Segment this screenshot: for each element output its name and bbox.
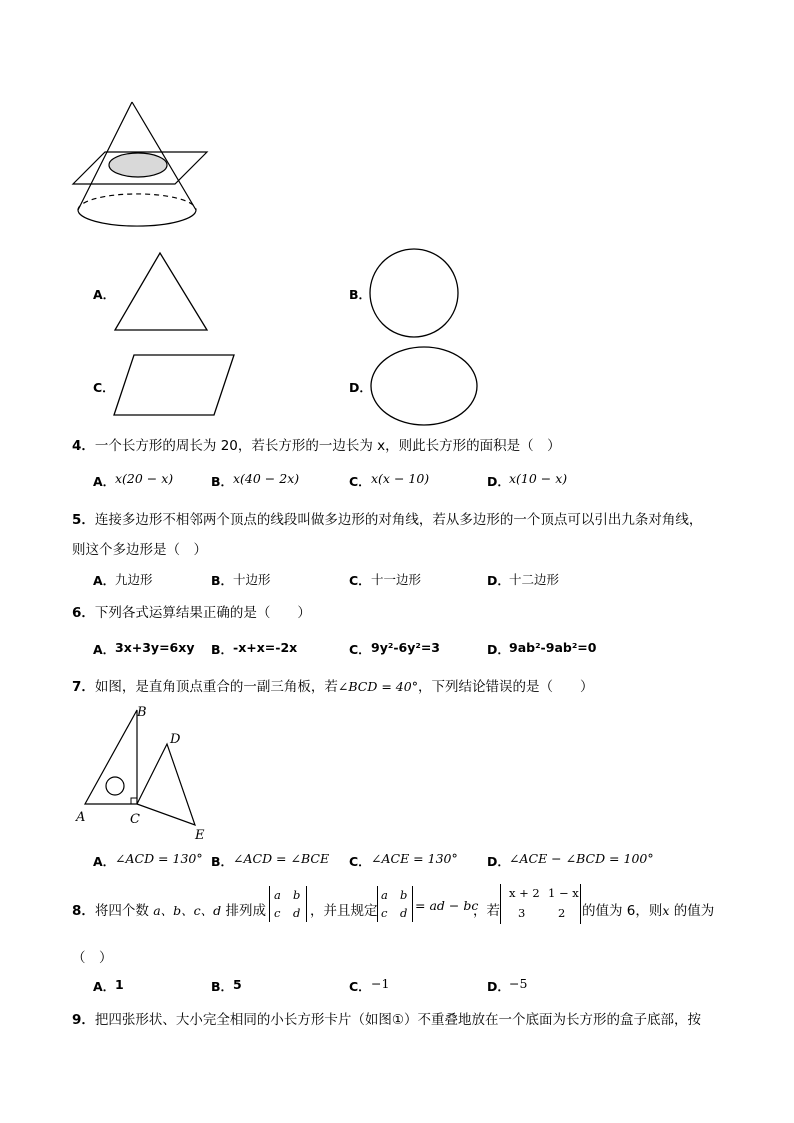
q8-option-c-text[interactable]: −1 (371, 976, 390, 991)
q5-option-d-label[interactable]: D． (487, 573, 510, 588)
question-8-text-3: ，并且规定 (310, 903, 378, 919)
q5-option-c-text[interactable]: 十一边形 (371, 572, 422, 587)
q4-option-c-text[interactable]: x(x − 10) (371, 471, 430, 486)
q3-option-d-label[interactable]: D． (349, 380, 372, 395)
ellipse-figure[interactable] (369, 345, 479, 427)
det3-d: 2 (558, 906, 566, 920)
det1-d: d (293, 906, 301, 920)
q6-option-c-label[interactable]: C． (349, 642, 371, 657)
question-8-text-2: 排列成 (225, 903, 266, 919)
q4-option-b-label[interactable]: B． (211, 474, 234, 489)
question-6-number: 6． (72, 605, 95, 621)
q6-option-a-label[interactable]: A． (93, 642, 116, 657)
q4-option-d-text[interactable]: x(10 − x) (509, 471, 568, 486)
question-8-number: 8． (72, 903, 95, 919)
question-8-text-6: 的值为 (673, 903, 715, 919)
question-5-text-1: 连接多边形不相邻两个顶点的线段叫做多边形的对角线，若从多边形的一个顶点可以引出九条对角线， (94, 512, 703, 528)
question-8-text-1: 将四个数 (94, 903, 149, 919)
q6-option-d-label[interactable]: D． (487, 642, 510, 657)
q3-option-a-label[interactable]: A． (93, 287, 116, 302)
det2-b: b (400, 888, 408, 902)
q5-option-d-text[interactable]: 十二边形 (509, 572, 560, 587)
question-7-text-post: ，下列结论错误的是（ ） (417, 679, 594, 695)
point-d-label: D (170, 732, 181, 747)
q4-option-b-text[interactable]: x(40 − 2x) (233, 471, 300, 486)
det2-d: d (400, 906, 408, 920)
q4-option-a-label[interactable]: A． (93, 474, 116, 489)
q5-option-b-text[interactable]: 十边形 (233, 572, 271, 587)
q7-option-d-text[interactable]: ∠ACE − ∠BCD = 100° (509, 851, 654, 866)
question-4-number: 4． (72, 438, 95, 454)
question-5-stem-line1 (72, 508, 702, 528)
q3-option-b-label[interactable]: B． (349, 287, 372, 302)
question-8-text-4: ，若 (473, 903, 500, 919)
determinant-x (500, 884, 581, 924)
set-squares-figure (70, 698, 215, 843)
q7-option-b-text[interactable]: ∠ACD = ∠BCE (233, 851, 330, 866)
q7-option-c-label[interactable]: C． (349, 854, 371, 869)
question-7-number: 7． (72, 679, 95, 695)
question-6-text: 下列各式运算结果正确的是（ ） (94, 605, 311, 621)
q7-option-b-label[interactable]: B． (211, 854, 234, 869)
point-a-label: A (76, 810, 86, 825)
q6-option-b-text[interactable]: -x+x=-2x (233, 640, 298, 655)
question-8-text-5: 的值为 6，则 (582, 903, 663, 919)
q3-option-c-label[interactable]: C． (93, 380, 115, 395)
question-8-vars: a、b、c、d (153, 903, 222, 918)
question-7-text-pre: 如图，是直角顶点重合的一副三角板，若 (94, 679, 338, 695)
q4-option-d-label[interactable]: D． (487, 474, 510, 489)
question-6-stem (72, 601, 311, 621)
q8-option-d-label[interactable]: D． (487, 979, 510, 994)
question-9-stem (72, 1008, 701, 1028)
det1-b: b (293, 888, 301, 902)
point-b-label: B (137, 705, 147, 720)
question-8-rule: = ad − bc (415, 898, 479, 913)
question-7-stem (72, 675, 593, 695)
question-8-var-x: x (662, 903, 670, 918)
question-4-stem (72, 434, 561, 454)
cone-plane-figure (70, 98, 212, 233)
q7-option-a-label[interactable]: A． (93, 854, 116, 869)
q5-option-a-label[interactable]: A． (93, 573, 116, 588)
det3-c: 3 (518, 906, 526, 920)
triangle-figure[interactable] (112, 250, 210, 334)
q6-option-d-text[interactable]: 9ab²-9ab²=0 (509, 640, 597, 655)
determinant-abcd-1 (269, 886, 307, 922)
det2-c: c (381, 906, 388, 920)
point-c-label: C (130, 812, 140, 827)
q8-option-b-label[interactable]: B． (211, 979, 234, 994)
determinant-abcd-2 (377, 886, 413, 922)
q6-option-a-text[interactable]: 3x+3y=6xy (115, 640, 195, 655)
circle-figure[interactable] (367, 248, 461, 338)
point-e-label: E (195, 828, 205, 843)
question-8-tail (582, 899, 714, 919)
det1-c: c (274, 906, 281, 920)
q6-option-b-label[interactable]: B． (211, 642, 234, 657)
q5-option-b-label[interactable]: B． (211, 573, 234, 588)
question-5-number: 5． (72, 512, 95, 528)
question-8-paren: （ ） (72, 950, 113, 966)
q6-option-c-text[interactable]: 9y²-6y²=3 (371, 640, 441, 655)
det2-a: a (381, 888, 388, 902)
question-7-angle: ∠BCD = 40° (337, 679, 418, 694)
q8-option-c-label[interactable]: C． (349, 979, 371, 994)
q8-option-b-text[interactable]: 5 (233, 977, 242, 992)
question-8-intro (72, 899, 266, 919)
question-5-stem-line2: 则这个多边形是（ ） (72, 542, 207, 558)
question-4-text: 一个长方形的周长为 20，若长方形的一边长为 x，则此长方形的面积是（ ） (94, 438, 561, 454)
q5-option-a-text[interactable]: 九边形 (115, 572, 153, 587)
q4-option-a-text[interactable]: x(20 − x) (115, 471, 174, 486)
q4-option-c-label[interactable]: C． (349, 474, 371, 489)
det1-a: a (274, 888, 281, 902)
q5-option-c-label[interactable]: C． (349, 573, 371, 588)
q7-option-c-text[interactable]: ∠ACE = 130° (371, 851, 458, 866)
q7-option-d-label[interactable]: D． (487, 854, 510, 869)
q8-option-d-text[interactable]: −5 (509, 976, 528, 991)
question-9-number: 9． (72, 1012, 95, 1028)
det3-a: x + 2 (509, 886, 540, 900)
q7-option-a-text[interactable]: ∠ACD = 130° (115, 851, 203, 866)
parallelogram-figure[interactable] (110, 352, 238, 418)
det3-b: 1 − x (548, 886, 579, 900)
q8-option-a-label[interactable]: A． (93, 979, 116, 994)
question-9-text: 把四张形状、大小完全相同的小长方形卡片（如图①）不重叠地放在一个底面为长方形的盒子底部，按 (94, 1012, 702, 1028)
q8-option-a-text[interactable]: 1 (115, 977, 124, 992)
